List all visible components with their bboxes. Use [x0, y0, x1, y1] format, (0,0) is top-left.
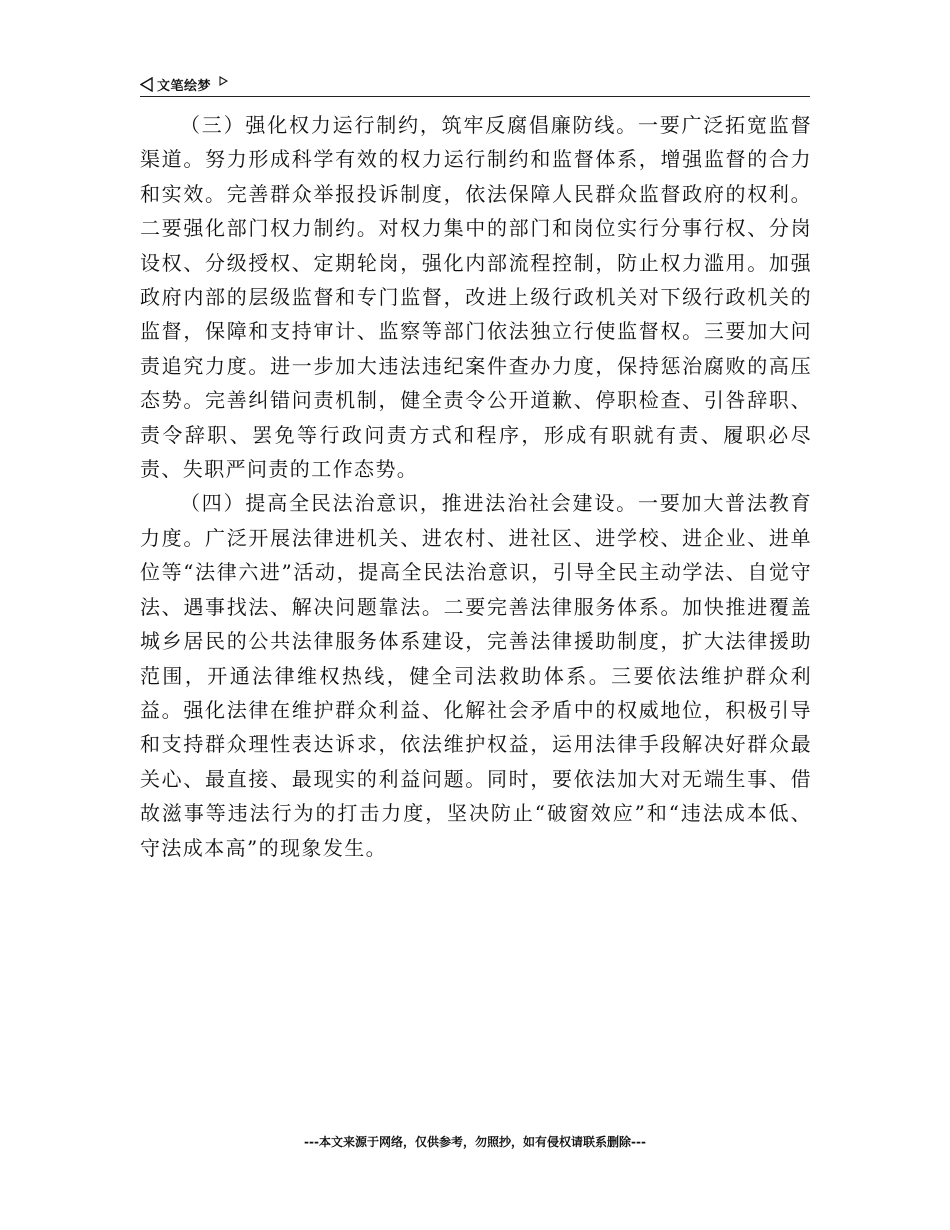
- header-brand: 文笔绘梦: [157, 78, 212, 94]
- paragraph-section-three: （三）强化权力运行制约，筑牢反腐倡廉防线。一要广泛拓宽监督渠道。努力形成科学有效的权力运行制约和监督体系，增强监督的合力和实效。完善群众举报投诉制度，依法保障人民群众监督政府的权利。二要强化部门权力制约。对权力集中的部门和岗位实行分事行权、分岗设权、分级授权、定期轮岗，强化内部流程控制，防止权力滥用。加强政府内部的层级监督和专门监督，改进上级行政机关对下级行政机关的监督，保障和支持审计、监察等部门依法独立行使监督权。三要加大问责追究力度。进一步加大违法违纪案件查办力度，保持惩治腐败的高压态势。完善纠错问责机制，健全责令公开道歉、停职检查、引咎辞职、责令辞职、罢免等行政问责方式和程序，形成有职就有责、履职必尽责、失职严问责的工作态势。: [140, 113, 812, 482]
- document-body: [140, 108, 812, 865]
- triangle-right-outline-icon: [219, 76, 228, 86]
- paragraph-section-four: （四）提高全民法治意识，推进法治社会建设。一要加大普法教育力度。广泛开展法律进机关、进农村、进社区、进学校、进企业、进单位等“法律六进”活动，提高全民法治意识，引导全民主动学法、自觉守法、遇事找法、解决问题靠法。二要完善法律服务体系。加快推进覆盖城乡居民的公共法律服务体系建设，完善法律援助制度，扩大法律援助范围，开通法律维权热线，健全司法救助体系。三要依法维护群众利益。强化法律在维护群众利益、化解社会矛盾中的权威地位，积极引导和支持群众理性表达诉求，依法维护权益，运用法律手段解决好群众最关心、最直接、最现实的利益问题。同时，要依法加大对无端生事、借故滋事等违法行为的打击力度，坚决防止“破窗效应”和“违法成本低、守法成本高”的现象发生。: [140, 491, 812, 860]
- page-header: [140, 72, 810, 97]
- triangle-left-outline-icon: [140, 77, 153, 92]
- footer-disclaimer: ---本文来源于网络，仅供参考，勿照抄，如有侵权请联系删除---: [304, 1135, 646, 1149]
